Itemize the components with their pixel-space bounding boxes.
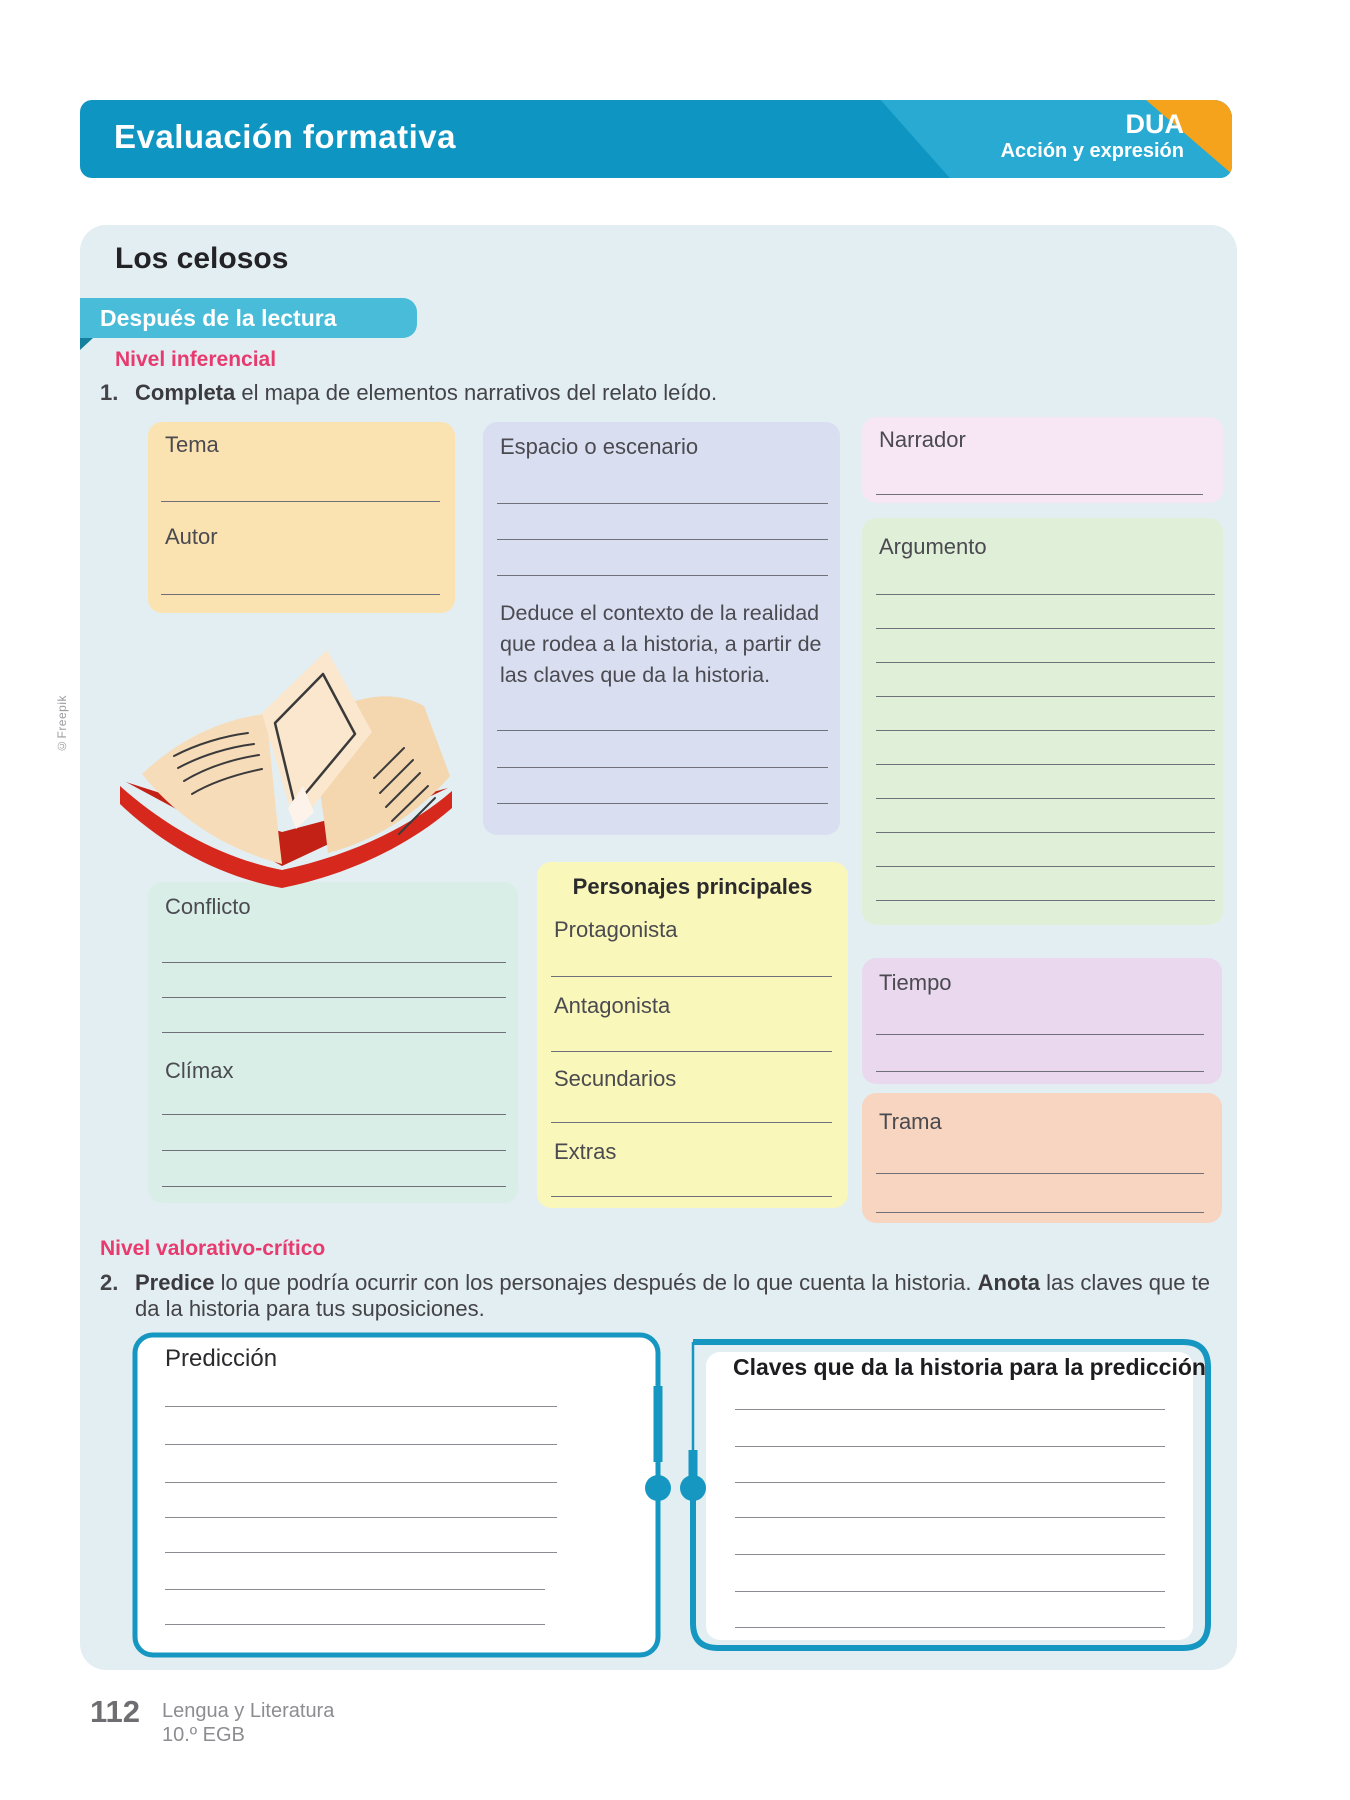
espacio-box xyxy=(483,422,840,835)
instruction-2 xyxy=(100,1270,1235,1322)
secundarios-answer-line xyxy=(551,1122,832,1123)
prediccion-title: Predicción xyxy=(165,1345,278,1372)
personajes-box xyxy=(537,862,848,1208)
section-tab-label: Después de la lectura xyxy=(100,305,337,331)
argumento-answer-line xyxy=(876,900,1215,901)
climax-answer-line xyxy=(162,1150,506,1151)
tiempo-label: Tiempo xyxy=(879,970,952,995)
trama-box xyxy=(862,1093,1222,1223)
footer-grade: 10.º EGB xyxy=(162,1724,245,1746)
conflicto-answer-line xyxy=(162,962,506,963)
dua-badge xyxy=(1001,109,1184,163)
header-banner xyxy=(80,100,1232,178)
prediccion-answer-line xyxy=(165,1482,557,1483)
protagonista-answer-line xyxy=(551,976,832,977)
argumento-answer-line xyxy=(876,662,1215,663)
footer-subject: Lengua y Literatura xyxy=(162,1700,335,1722)
argumento-answer-line xyxy=(876,730,1215,731)
conflicto-label: Conflicto xyxy=(165,894,251,919)
prediccion-answer-line xyxy=(165,1552,557,1553)
footer-book-info xyxy=(162,1699,334,1747)
level-valorativo-heading: Nivel valorativo-crítico xyxy=(100,1237,326,1260)
antagonista-answer-line xyxy=(551,1051,832,1052)
dua-badge-subtitle: Acción y expresión xyxy=(1000,140,1184,162)
claves-answer-line xyxy=(735,1517,1165,1518)
claves-answer-line xyxy=(735,1554,1165,1555)
argumento-label: Argumento xyxy=(879,534,987,559)
prediccion-answer-line xyxy=(165,1589,545,1590)
narrador-label: Narrador xyxy=(879,427,966,452)
tiempo-answer-line xyxy=(876,1071,1204,1072)
argumento-answer-line xyxy=(876,594,1215,595)
espacio-answer-line xyxy=(497,730,828,731)
trama-answer-line xyxy=(876,1212,1204,1213)
narrador-answer-line xyxy=(876,494,1203,495)
espacio-answer-line xyxy=(497,503,828,504)
instruction-1 xyxy=(100,380,1220,406)
extras-label: Extras xyxy=(554,1139,617,1164)
espacio-answer-line xyxy=(497,803,828,804)
tiempo-answer-line xyxy=(876,1034,1204,1035)
argumento-answer-line xyxy=(876,866,1215,867)
instruction-1-number: 1. xyxy=(100,380,119,405)
claves-answer-line xyxy=(735,1482,1165,1483)
antagonista-label: Antagonista xyxy=(554,993,671,1018)
climax-answer-line xyxy=(162,1186,506,1187)
open-book-illustration xyxy=(112,636,474,908)
instruction-2-text: Predice lo que podría ocurrir con los personajes después de lo que cuenta la historia. Anota las claves que te da la historia para tus suposiciones. xyxy=(135,1270,1210,1321)
story-title: Los celosos xyxy=(115,242,289,275)
protagonista-label: Protagonista xyxy=(554,917,678,942)
autor-answer-line xyxy=(161,594,440,595)
argumento-answer-line xyxy=(876,696,1215,697)
claves-answer-line xyxy=(735,1409,1165,1410)
claves-answer-line xyxy=(735,1591,1165,1592)
prediccion-answer-line xyxy=(165,1444,557,1445)
tiempo-box xyxy=(862,958,1222,1084)
prediccion-answer-line xyxy=(165,1624,545,1625)
argumento-answer-line xyxy=(876,832,1215,833)
argumento-box xyxy=(862,518,1223,925)
conflicto-climax-box xyxy=(148,882,518,1203)
climax-answer-line xyxy=(162,1114,506,1115)
instruction-1-text: Completa el mapa de elementos narrativos del relato leído. xyxy=(135,380,718,405)
espacio-answer-line xyxy=(497,575,828,576)
espacio-hint-text: Deduce el contexto de la realidad que rodea a la historia, a partir de las claves que da la historia. xyxy=(500,601,822,687)
autor-label: Autor xyxy=(165,524,218,549)
image-credit: ©Freepik xyxy=(55,695,69,754)
personajes-title: Personajes principales xyxy=(572,874,813,899)
argumento-answer-line xyxy=(876,764,1215,765)
tema-label: Tema xyxy=(165,432,219,457)
level-inferencial-heading: Nivel inferencial xyxy=(115,348,277,371)
espacio-label: Espacio o escenario xyxy=(500,434,699,459)
climax-label: Clímax xyxy=(165,1058,234,1083)
narrador-box xyxy=(862,417,1223,503)
argumento-answer-line xyxy=(876,798,1215,799)
conflicto-answer-line xyxy=(162,997,506,998)
trama-label: Trama xyxy=(879,1109,942,1134)
prediccion-answer-line xyxy=(165,1517,557,1518)
claves-title: Claves que da la historia para la predicción xyxy=(733,1354,1206,1380)
espacio-answer-line xyxy=(497,539,828,540)
secundarios-label: Secundarios xyxy=(554,1066,677,1091)
dua-badge-title: DUA xyxy=(1125,109,1184,139)
espacio-answer-line xyxy=(497,767,828,768)
page-number: 112 xyxy=(90,1694,141,1729)
tema-autor-box xyxy=(148,422,455,613)
extras-answer-line xyxy=(551,1196,832,1197)
argumento-answer-line xyxy=(876,628,1215,629)
tema-answer-line xyxy=(161,501,440,502)
section-tab xyxy=(80,298,417,338)
instruction-2-number: 2. xyxy=(100,1270,119,1295)
prediccion-answer-line xyxy=(165,1406,557,1407)
claves-answer-line xyxy=(735,1627,1165,1628)
page-title: Evaluación formativa xyxy=(114,118,456,155)
conflicto-answer-line xyxy=(162,1032,506,1033)
claves-answer-line xyxy=(735,1446,1165,1447)
trama-answer-line xyxy=(876,1173,1204,1174)
